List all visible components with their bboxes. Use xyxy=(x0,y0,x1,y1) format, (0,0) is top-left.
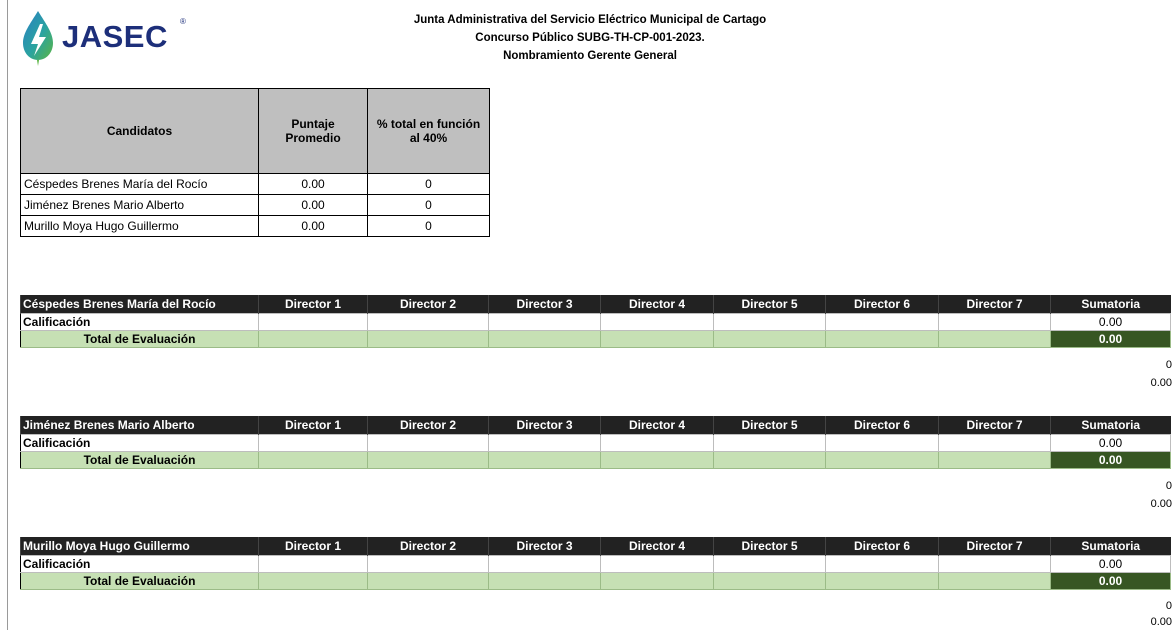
total-row xyxy=(21,331,1171,348)
header-position: Nombramiento Gerente General xyxy=(503,50,677,62)
director-4-score-cell[interactable] xyxy=(601,435,714,452)
director-7-total-cell[interactable] xyxy=(939,573,1051,590)
director-5-score-cell[interactable] xyxy=(714,314,826,331)
director-5-total-cell[interactable] xyxy=(714,452,826,469)
extra-value[interactable]: 0.00 xyxy=(1150,377,1172,389)
director-5-header: Director 5 xyxy=(714,537,826,556)
director-3-header: Director 3 xyxy=(489,537,601,556)
table-row xyxy=(21,174,490,195)
director-5-score-cell[interactable] xyxy=(714,435,826,452)
average-score[interactable]: 0.00 xyxy=(259,174,368,195)
director-6-score-cell[interactable] xyxy=(826,556,939,573)
total-label: Total de Evaluación xyxy=(21,331,259,348)
director-2-header: Director 2 xyxy=(368,416,489,435)
evaluation-header-row xyxy=(21,295,1171,314)
drop-bolt-icon xyxy=(20,8,60,66)
evaluation-header-row xyxy=(21,537,1171,556)
director-1-header: Director 1 xyxy=(259,537,368,556)
director-6-header: Director 6 xyxy=(826,537,939,556)
director-4-header: Director 4 xyxy=(601,537,714,556)
total-percent[interactable]: 0 xyxy=(368,216,490,237)
extra-value[interactable]: 0 xyxy=(1165,359,1172,371)
director-3-total-cell[interactable] xyxy=(489,331,601,348)
director-4-total-cell[interactable] xyxy=(601,331,714,348)
director-4-total-cell[interactable] xyxy=(601,452,714,469)
candidate-header: Jiménez Brenes Mario Alberto xyxy=(21,416,259,435)
candidate-header: Murillo Moya Hugo Guillermo xyxy=(21,537,259,556)
director-1-header: Director 1 xyxy=(259,295,368,314)
director-4-header: Director 4 xyxy=(601,295,714,314)
director-7-header: Director 7 xyxy=(939,537,1051,556)
director-7-total-cell[interactable] xyxy=(939,331,1051,348)
extra-value[interactable]: 0 xyxy=(1165,600,1172,612)
calificacion-sum[interactable]: 0.00 xyxy=(1051,314,1171,331)
sheet-border xyxy=(7,0,8,630)
col-candidatos: Candidatos xyxy=(21,89,259,174)
candidates-summary-table xyxy=(20,88,490,237)
extra-value[interactable]: 0.00 xyxy=(1150,616,1172,628)
total-sum[interactable]: 0.00 xyxy=(1051,573,1171,590)
director-7-score-cell[interactable] xyxy=(939,435,1051,452)
total-row xyxy=(21,573,1171,590)
director-5-total-cell[interactable] xyxy=(714,573,826,590)
director-1-score-cell[interactable] xyxy=(259,556,368,573)
candidate-header: Céspedes Brenes María del Rocío xyxy=(21,295,259,314)
director-7-total-cell[interactable] xyxy=(939,452,1051,469)
total-label: Total de Evaluación xyxy=(21,573,259,590)
average-score[interactable]: 0.00 xyxy=(259,195,368,216)
calificacion-label: Calificación xyxy=(21,556,259,573)
director-2-total-cell[interactable] xyxy=(368,331,489,348)
extra-value[interactable]: 0.00 xyxy=(1150,498,1172,510)
evaluation-header-row xyxy=(21,416,1171,435)
director-6-header: Director 6 xyxy=(826,416,939,435)
total-percent[interactable]: 0 xyxy=(368,174,490,195)
director-3-header: Director 3 xyxy=(489,295,601,314)
evaluation-table-cespedes xyxy=(20,295,1171,348)
calificacion-row xyxy=(21,556,1171,573)
director-3-score-cell[interactable] xyxy=(489,435,601,452)
total-row xyxy=(21,452,1171,469)
table-row xyxy=(21,195,490,216)
total-label: Total de Evaluación xyxy=(21,452,259,469)
col-porcentaje-total: % total en función al 40% xyxy=(368,89,490,174)
director-7-header: Director 7 xyxy=(939,295,1051,314)
director-2-header: Director 2 xyxy=(368,537,489,556)
director-1-score-cell[interactable] xyxy=(259,435,368,452)
director-1-header: Director 1 xyxy=(259,416,368,435)
director-4-score-cell[interactable] xyxy=(601,314,714,331)
director-5-header: Director 5 xyxy=(714,295,826,314)
director-3-score-cell[interactable] xyxy=(489,314,601,331)
calificacion-row xyxy=(21,314,1171,331)
director-7-score-cell[interactable] xyxy=(939,314,1051,331)
average-score[interactable]: 0.00 xyxy=(259,216,368,237)
sumatoria-header: Sumatoria xyxy=(1051,416,1171,435)
candidate-name[interactable]: Jiménez Brenes Mario Alberto xyxy=(21,195,259,216)
director-1-total-cell[interactable] xyxy=(259,331,368,348)
director-6-score-cell[interactable] xyxy=(826,314,939,331)
director-4-score-cell[interactable] xyxy=(601,556,714,573)
sumatoria-header: Sumatoria xyxy=(1051,295,1171,314)
director-2-score-cell[interactable] xyxy=(368,556,489,573)
director-6-header: Director 6 xyxy=(826,295,939,314)
col-puntaje-promedio: Puntaje Promedio xyxy=(259,89,368,174)
calificacion-sum[interactable]: 0.00 xyxy=(1051,556,1171,573)
director-6-total-cell[interactable] xyxy=(826,573,939,590)
calificacion-label: Calificación xyxy=(21,314,259,331)
director-7-header: Director 7 xyxy=(939,416,1051,435)
director-7-score-cell[interactable] xyxy=(939,556,1051,573)
director-2-total-cell[interactable] xyxy=(368,573,489,590)
director-5-header: Director 5 xyxy=(714,416,826,435)
director-4-total-cell[interactable] xyxy=(601,573,714,590)
evaluation-table-jimenez xyxy=(20,416,1171,469)
director-3-header: Director 3 xyxy=(489,416,601,435)
calificacion-row xyxy=(21,435,1171,452)
total-percent[interactable]: 0 xyxy=(368,195,490,216)
jasec-logo xyxy=(20,8,220,66)
director-1-score-cell[interactable] xyxy=(259,314,368,331)
logo-text: JASEC xyxy=(62,19,168,54)
calificacion-sum[interactable]: 0.00 xyxy=(1051,435,1171,452)
director-3-total-cell[interactable] xyxy=(489,452,601,469)
director-2-header: Director 2 xyxy=(368,295,489,314)
director-6-total-cell[interactable] xyxy=(826,452,939,469)
director-2-total-cell[interactable] xyxy=(368,452,489,469)
candidate-name[interactable]: Céspedes Brenes María del Rocío xyxy=(21,174,259,195)
calificacion-label: Calificación xyxy=(21,435,259,452)
director-3-total-cell[interactable] xyxy=(489,573,601,590)
director-2-score-cell[interactable] xyxy=(368,314,489,331)
director-3-score-cell[interactable] xyxy=(489,556,601,573)
director-6-total-cell[interactable] xyxy=(826,331,939,348)
director-5-score-cell[interactable] xyxy=(714,556,826,573)
total-sum[interactable]: 0.00 xyxy=(1051,452,1171,469)
total-sum[interactable]: 0.00 xyxy=(1051,331,1171,348)
director-1-total-cell[interactable] xyxy=(259,573,368,590)
document-header xyxy=(380,11,800,65)
sumatoria-header: Sumatoria xyxy=(1051,537,1171,556)
table-row xyxy=(21,216,490,237)
summary-header-row xyxy=(21,89,490,174)
director-1-total-cell[interactable] xyxy=(259,452,368,469)
extra-value[interactable]: 0 xyxy=(1165,480,1172,492)
candidate-name[interactable]: Murillo Moya Hugo Guillermo xyxy=(21,216,259,237)
header-contest: Concurso Público SUBG-TH-CP-001-2023. xyxy=(475,32,705,44)
director-6-score-cell[interactable] xyxy=(826,435,939,452)
director-5-total-cell[interactable] xyxy=(714,331,826,348)
director-2-score-cell[interactable] xyxy=(368,435,489,452)
director-4-header: Director 4 xyxy=(601,416,714,435)
evaluation-table-murillo xyxy=(20,537,1171,590)
header-institution: Junta Administrativa del Servicio Eléctrico Municipal de Cartago xyxy=(413,14,767,26)
registered-mark: ® xyxy=(180,17,186,26)
